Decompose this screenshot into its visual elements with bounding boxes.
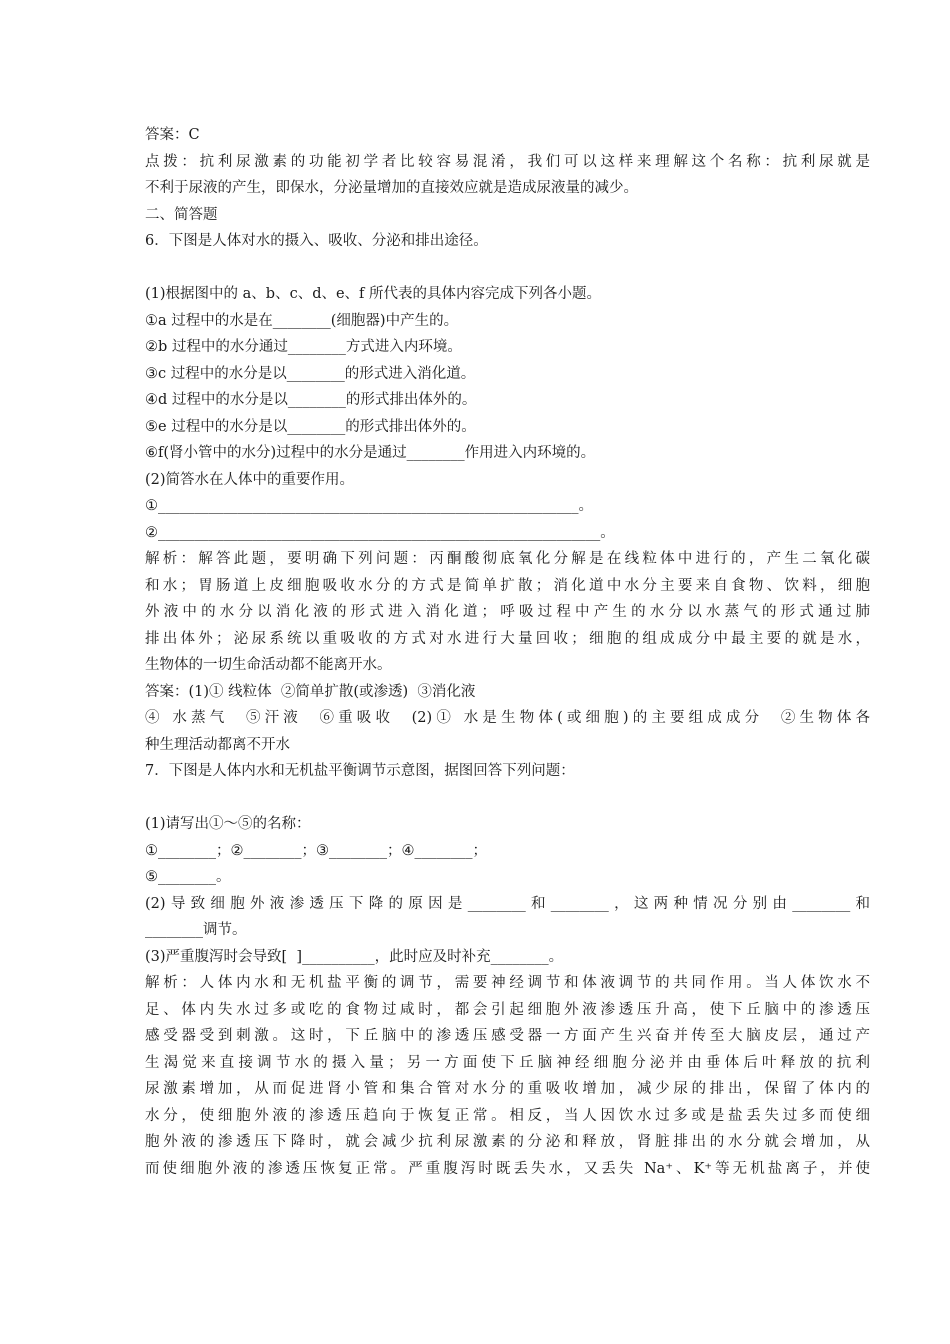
q7-analysis-1: 解析：人体内水和无机盐平衡的调节，需要神经调节和体液调节的共同作用。当人体饮水不 [145, 975, 870, 991]
q6-answer-2: ④ 水蒸气 ⑤汗液 ⑥重吸收 (2)① 水是生物体(或细胞)的主要组成成分 ②生物体各 [145, 710, 870, 726]
section-heading: 二、简答题 [145, 206, 218, 223]
question-7-stem: 7．下图是人体内水和无机盐平衡调节示意图，据图回答下列问题： [145, 763, 575, 779]
q6-item-d: ④d 过程中的水分是以________的形式排出体外的。 [145, 392, 477, 408]
q6-analysis-4: 排出体外；泌尿系统以重吸收的方式对水进行大量回收；细胞的组成成分中最主要的就是水， [145, 630, 870, 647]
q6-item-c: ③c 过程中的水分是以________的形式进入消化道。 [145, 365, 476, 382]
q7-part-3: (3)严重腹泻时会导致[ ]__________，此时应及时补充________。 [145, 948, 564, 965]
q6-item-f: ⑥f(肾小管中的水分)过程中的水分是通过________作用进入内环境的。 [145, 445, 596, 461]
q7-analysis-8: 而使细胞外液的渗透压恢复正常。严重腹泻时既丢失水，又丢失 Na⁺、K⁺等无机盐离子，并使 [145, 1160, 870, 1177]
q6-item-b: ②b 过程中的水分通过________方式进入内环境。 [145, 339, 462, 355]
q7-analysis-6: 水分，使细胞外液的渗透压趋向于恢复正常。相反，当人因饮水过多或是盐丢失过多而使细 [145, 1107, 870, 1124]
answer-5: 答案：C [145, 127, 200, 143]
q7-analysis-3: 感受器受到刺激。这时，下丘脑中的渗透压感受器一方面产生兴奋并传至大脑皮层，通过产 [145, 1028, 870, 1044]
q7-analysis-2: 足、体内失水过多或吃的食物过咸时，都会引起细胞外液渗透压升高，使下丘脑中的渗透压 [145, 1001, 870, 1018]
q6-blank-2: ②_____________________________________________________________。 [145, 524, 615, 541]
q7-part-1: (1)请写出①～⑤的名称： [145, 816, 311, 832]
q6-analysis-5: 生物体的一切生命活动都不能离开水。 [145, 657, 392, 673]
question-6-stem: 6．下图是人体对水的摄入、吸收、分泌和排出途径。 [145, 233, 488, 249]
q6-part-2: (2)简答水在人体中的重要作用。 [145, 471, 355, 488]
q6-part-1: (1)根据图中的 a、b、c、d、e、f 所代表的具体内容完成下列各小题。 [145, 286, 602, 302]
blank-line [145, 785, 870, 812]
q7-blanks-1: ①________；②________；③________；④________； [145, 842, 487, 859]
hint-line-2: 不利于尿液的产生，即保水，分泌量增加的直接效应就是造成尿液量的减少。 [145, 180, 638, 196]
q7-analysis-7: 胞外液的渗透压下降时，就会减少抗利尿激素的分泌和释放，肾脏排出的水分就会增加，从 [145, 1134, 870, 1150]
q7-part-2-cont: ________调节。 [145, 922, 247, 938]
q6-analysis-2: 和水；胃肠道上皮细胞吸收水分的方式是简单扩散；消化道中水分主要来自食物、饮料，细胞 [145, 577, 870, 594]
q6-analysis-3: 外液中的水分以消化液的形式进入消化道；呼吸过程中产生的水分以水蒸气的形式通过肺 [145, 604, 870, 620]
q6-item-e: ⑤e 过程中的水分是以________的形式排出体外的。 [145, 418, 476, 435]
q6-item-a: ①a 过程中的水是在________(细胞器)中产生的。 [145, 312, 459, 329]
hint-line-1: 点拨：抗利尿激素的功能初学者比较容易混淆，我们可以这样来理解这个名称：抗利尿就是 [145, 153, 870, 170]
q7-part-2: (2)导致细胞外液渗透压下降的原因是________和________，这两种情况分别由________和 [145, 895, 870, 912]
q7-analysis-4: 生渴觉来直接调节水的摄入量；另一方面使下丘脑神经细胞分泌并由垂体后叶释放的抗利 [145, 1054, 870, 1071]
q7-analysis-5: 尿激素增加，从而促进肾小管和集合管对水分的重吸收增加，减少尿的排出，保留了体内的 [145, 1081, 870, 1097]
q6-blank-1: ①__________________________________________________________。 [145, 498, 593, 514]
q6-answer-3: 种生理活动都离不开水 [145, 736, 290, 753]
q6-answer-1: 答案：(1)① 线粒体 ②简单扩散(或渗透) ③消化液 [145, 683, 476, 700]
q6-analysis-1: 解析：解答此题，要明确下列问题：丙酮酸彻底氧化分解是在线粒体中进行的，产生二氧化碳 [145, 551, 870, 567]
q7-blanks-2: ⑤________。 [145, 869, 231, 885]
blank-line [145, 255, 870, 282]
